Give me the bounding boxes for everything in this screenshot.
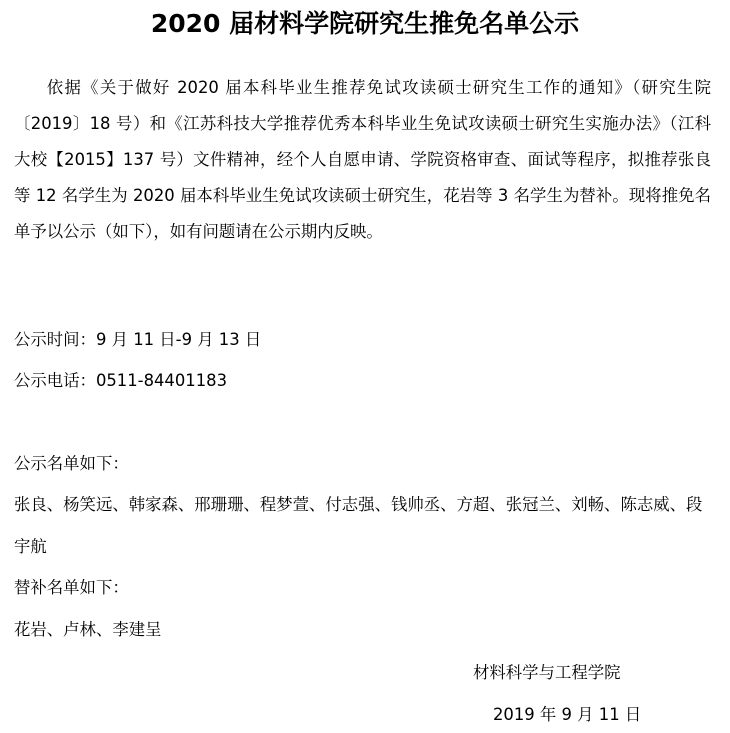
recommended-names: 张良、杨笑远、韩家森、邢珊珊、程梦萱、付志强、钱帅丞、方超、张冠兰、刘畅、陈志威、段宇航: [14, 495, 703, 556]
notice-period: 公示时间：9 月 11 日-9 月 13 日: [14, 330, 262, 349]
alternates-heading: 替补名单如下：: [14, 578, 129, 597]
notice-body: 依据《关于做好 2020 届本科毕业生推荐免试攻读硕士研究生工作的通知》（研究生院〔2019〕18 号）和《江苏科技大学推荐优秀本科毕业生免试攻读硕士研究生实施办法》（江科大校【2015】137 号）文件精神，经个人自愿申请、学院资格审查、面试等程序，拟推荐张良等 12 名学生为 2020 届本科毕业生免试攻读硕士研究生，花岩等 3 名学生为替补。现将推免名单予以公示（如下），如有问题请在公示期内反映。: [14, 78, 711, 241]
notice-phone: 公示电话：0511-84401183: [14, 371, 228, 390]
page-title: 2020 届材料学院研究生推免名单公示: [150, 9, 580, 38]
list-heading: 公示名单如下：: [14, 454, 129, 473]
alternates-names: 花岩、卢林、李建呈: [14, 620, 162, 639]
signature-date: 2019 年 9 月 11 日: [493, 705, 642, 724]
signature-org: 材料科学与工程学院: [473, 663, 621, 682]
